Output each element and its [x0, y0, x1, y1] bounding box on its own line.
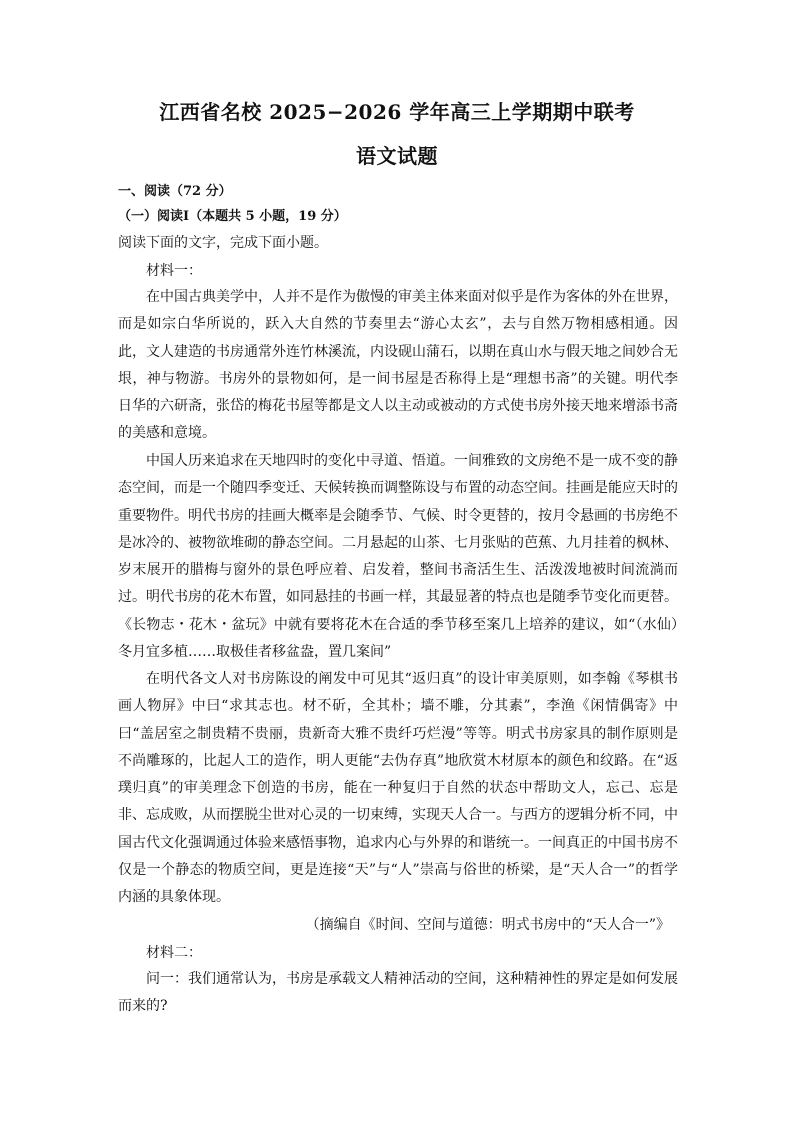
document-subtitle: 语文试题: [356, 144, 438, 168]
paragraph-3: 在明代各文人对书房陈设的阐发中可见其“返归真”的设计审美原则，如李翰《琴棋书画人物屏》中曰“求其志也。材不斫，全其朴；墙不雕，分其素”，李渔《闲情偶寄》中曰“盖居室之制贵精不贵丽，贵新奇大雅不贵纤巧烂漫”等等。明式书房家具的制作原则是不尚雕琢的，比起人工的造作，明人更能“去伪存真”地欣赏木材原本的颜色和纹路。在“返璞归真”的审美理念下创造的书房，能在一种复归于自然的状态中帮助文人，忘己、忘是非、忘成败，从而摆脱尘世对心灵的一切束缚，实现天人合一。与西方的逻辑分析不同，中国古代文化强调通过体验来感悟事物，追求内心与外界的和谐统一。一间真正的中国书房不仅是一个静态的物质空间，更是连接“天”与“人”崇高与俗世的桥梁，是“天人合一”的哲学内涵的具象体现。: [118, 671, 678, 906]
source-citation: （摘编自《时间、空间与道德：明式书房中的“天人合一”》: [305, 917, 670, 933]
document-title: 江西省名校 2025−2026 学年高三上学期期中联考: [159, 100, 635, 124]
paragraph-2: 中国人历来追求在天地四时的变化中寻道、悟道。一间雅致的文房绝不是一成不变的静态空间，而是一个随四季变迁、天候转换而调整陈设与布置的动态空间。挂画是能应天时的重要物件。明代书房的挂画大概率是会随季节、气候、时令更替的，按月令悬画的书房绝不是冰冷的、被物欲堆砌的静态空间。二月悬起的山茶、七月张贴的芭蕉、九月挂着的枫林、岁末展开的腊梅与窗外的景色呼应着、启发着，整间书斋活生生、活泼泼地被时间流淌而过。明代书房的花木布置，如同悬挂的书画一样，其最显著的特点也是随季节变化而更替。《长物志・花木・盆玩》中就有要将花木在合适的季节移至案几上培养的建议，如“（水仙）冬月宜多植……取极佳者移盆盎，置几案间”: [118, 453, 678, 661]
paragraph-1: 在中国古典美学中，人并不是作为傲慢的审美主体来面对似乎是作为客体的外在世界，而是如宗白华所说的，跃入大自然的节奏里去“游心太玄”，去与自然万物相感相通。因此，文人建造的书房通常外连竹林溪流，内设砚山蒲石，以期在真山水与假天地之间妙合无垠，神与物游。书房外的景物如何，是一间书屋是否称得上是“理想书斋”的关键。明代李日华的六研斋，张岱的梅花书屋等都是文人以主动或被动的方式使书房外接天地来增添书斋的美感和意境。: [118, 289, 678, 442]
instruction-text: 阅读下面的文字，完成下面小题。: [118, 235, 328, 251]
material-two-label: 材料二：: [146, 945, 202, 961]
section-heading: 一、阅读（72 分）: [118, 184, 232, 199]
question-one: 问一：我们通常认为，书房是承载文人精神活动的空间，这种精神性的界定是如何发展而来的?: [118, 971, 678, 1015]
material-one-label: 材料一：: [146, 263, 202, 279]
subsection-heading: （一）阅读Ⅰ（本题共 5 小题，19 分）: [118, 209, 347, 224]
